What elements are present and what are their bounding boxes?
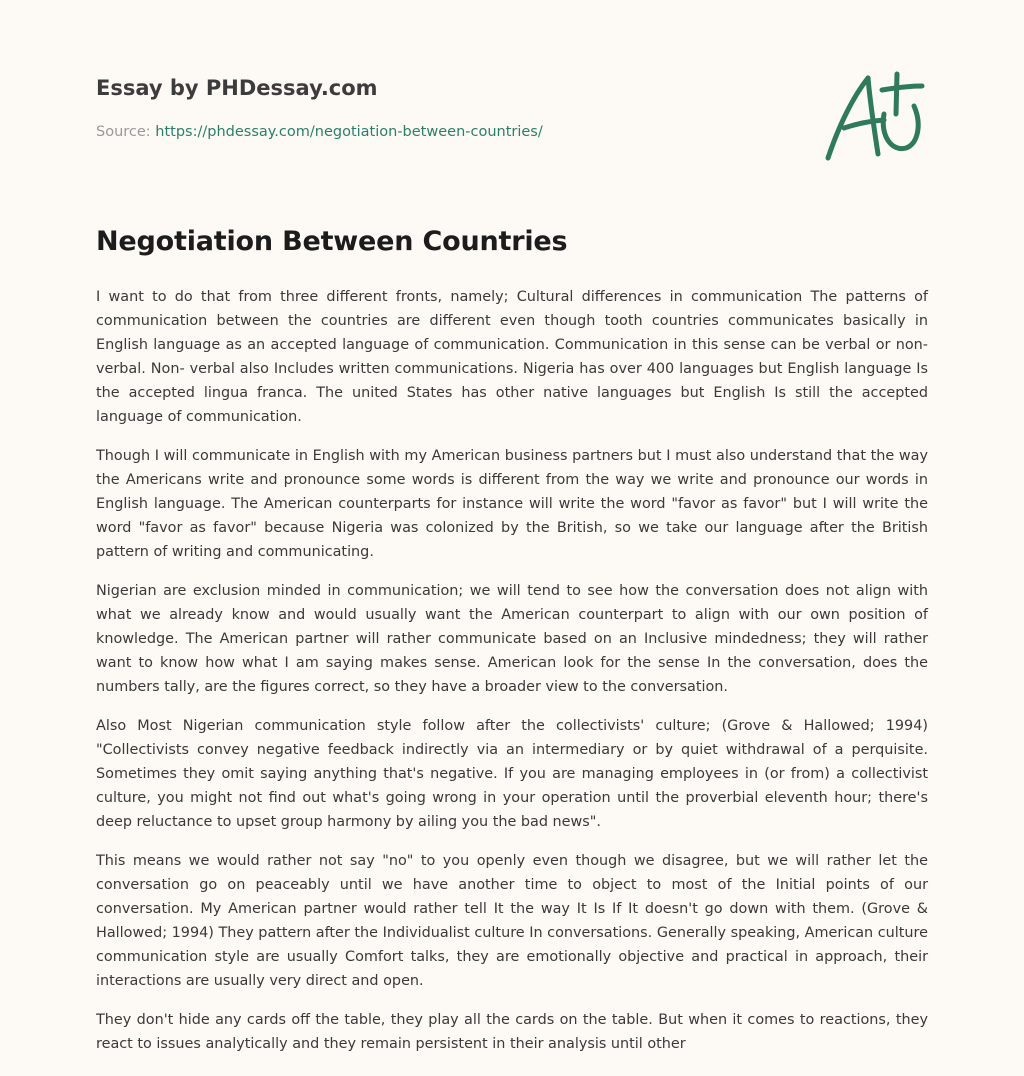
essay-paragraph: Though I will communicate in English with my American business partners but I must also understand that the way the Americans write and pronounce some words is different from the way we write and pronounce our words in English language. The American counterparts for instance will write the word "favor as favor" but I will write the word "favor as favor" because Nigeria was colonized by the British, so we take our language after the British pattern of writing and communicating.	[96, 448, 928, 560]
essay-paragraph: They don't hide any cards off the table, they play all the cards on the table. But when it comes to reactions, they react to issues analytically and they remain persistent in their analysis until other	[96, 1012, 928, 1052]
essay-body	[96, 285, 928, 1071]
a-plus-grade-icon	[818, 66, 930, 166]
essay-paragraph: This means we would rather not say "no" to you openly even though we disagree, but we will rather let the conversation go on peaceably until we have another time to object to most of the Initial points of our conversation. My American partner would rather tell It the way It Is If It doesn't go down with them. (Grove & Hallowed; 1994) They pattern after the Individualist culture In conversations. Generally speaking, American culture communication style are usually Comfort talks, they are emotionally objective and practical in approach, their interactions are usually very direct and open.	[96, 853, 928, 989]
site-brand: Essay by PHDessay.com	[96, 76, 378, 100]
essay-paragraph: Also Most Nigerian communication style follow after the collectivists' culture; (Grove & Hallowed; 1994) "Collectivists convey negative feedback indirectly via an intermediary or by quiet withdrawal of a perquisite. Sometimes they omit saying anything that's negative. If you are managing employees in (or from) a collectivist culture, you might not find out what's going wrong in your operation until the proverbial eleventh hour; there's deep reluctance to upset group harmony by ailing you the bad news".	[96, 718, 928, 830]
source-line	[96, 124, 543, 140]
essay-paragraph: Nigerian are exclusion minded in communication; we will tend to see how the conversation does not align with what we already know and would usually want the American counterpart to align with our own position of knowledge. The American partner will rather communicate based on an Inclusive mindedness; they will rather want to know how what I am saying makes sense. American look for the sense In the conversation, does the numbers tally, are the figures correct, so they have a broader view to the conversation.	[96, 583, 928, 695]
essay-title: Negotiation Between Countries	[96, 226, 568, 257]
source-label: Source:	[96, 124, 156, 140]
source-link[interactable]: https://phdessay.com/negotiation-between-countries/	[155, 124, 543, 140]
essay-paragraph: I want to do that from three different fronts, namely; Cultural differences in communication The patterns of communication between the countries are different even though tooth countries communicates basically in English language as an accepted language of communication. Communication in this sense can be verbal or non-verbal. Non- verbal also Includes written communications. Nigeria has over 400 languages but English language Is the accepted lingua franca. The united States has other native languages but English Is still the accepted language of communication.	[96, 289, 928, 425]
